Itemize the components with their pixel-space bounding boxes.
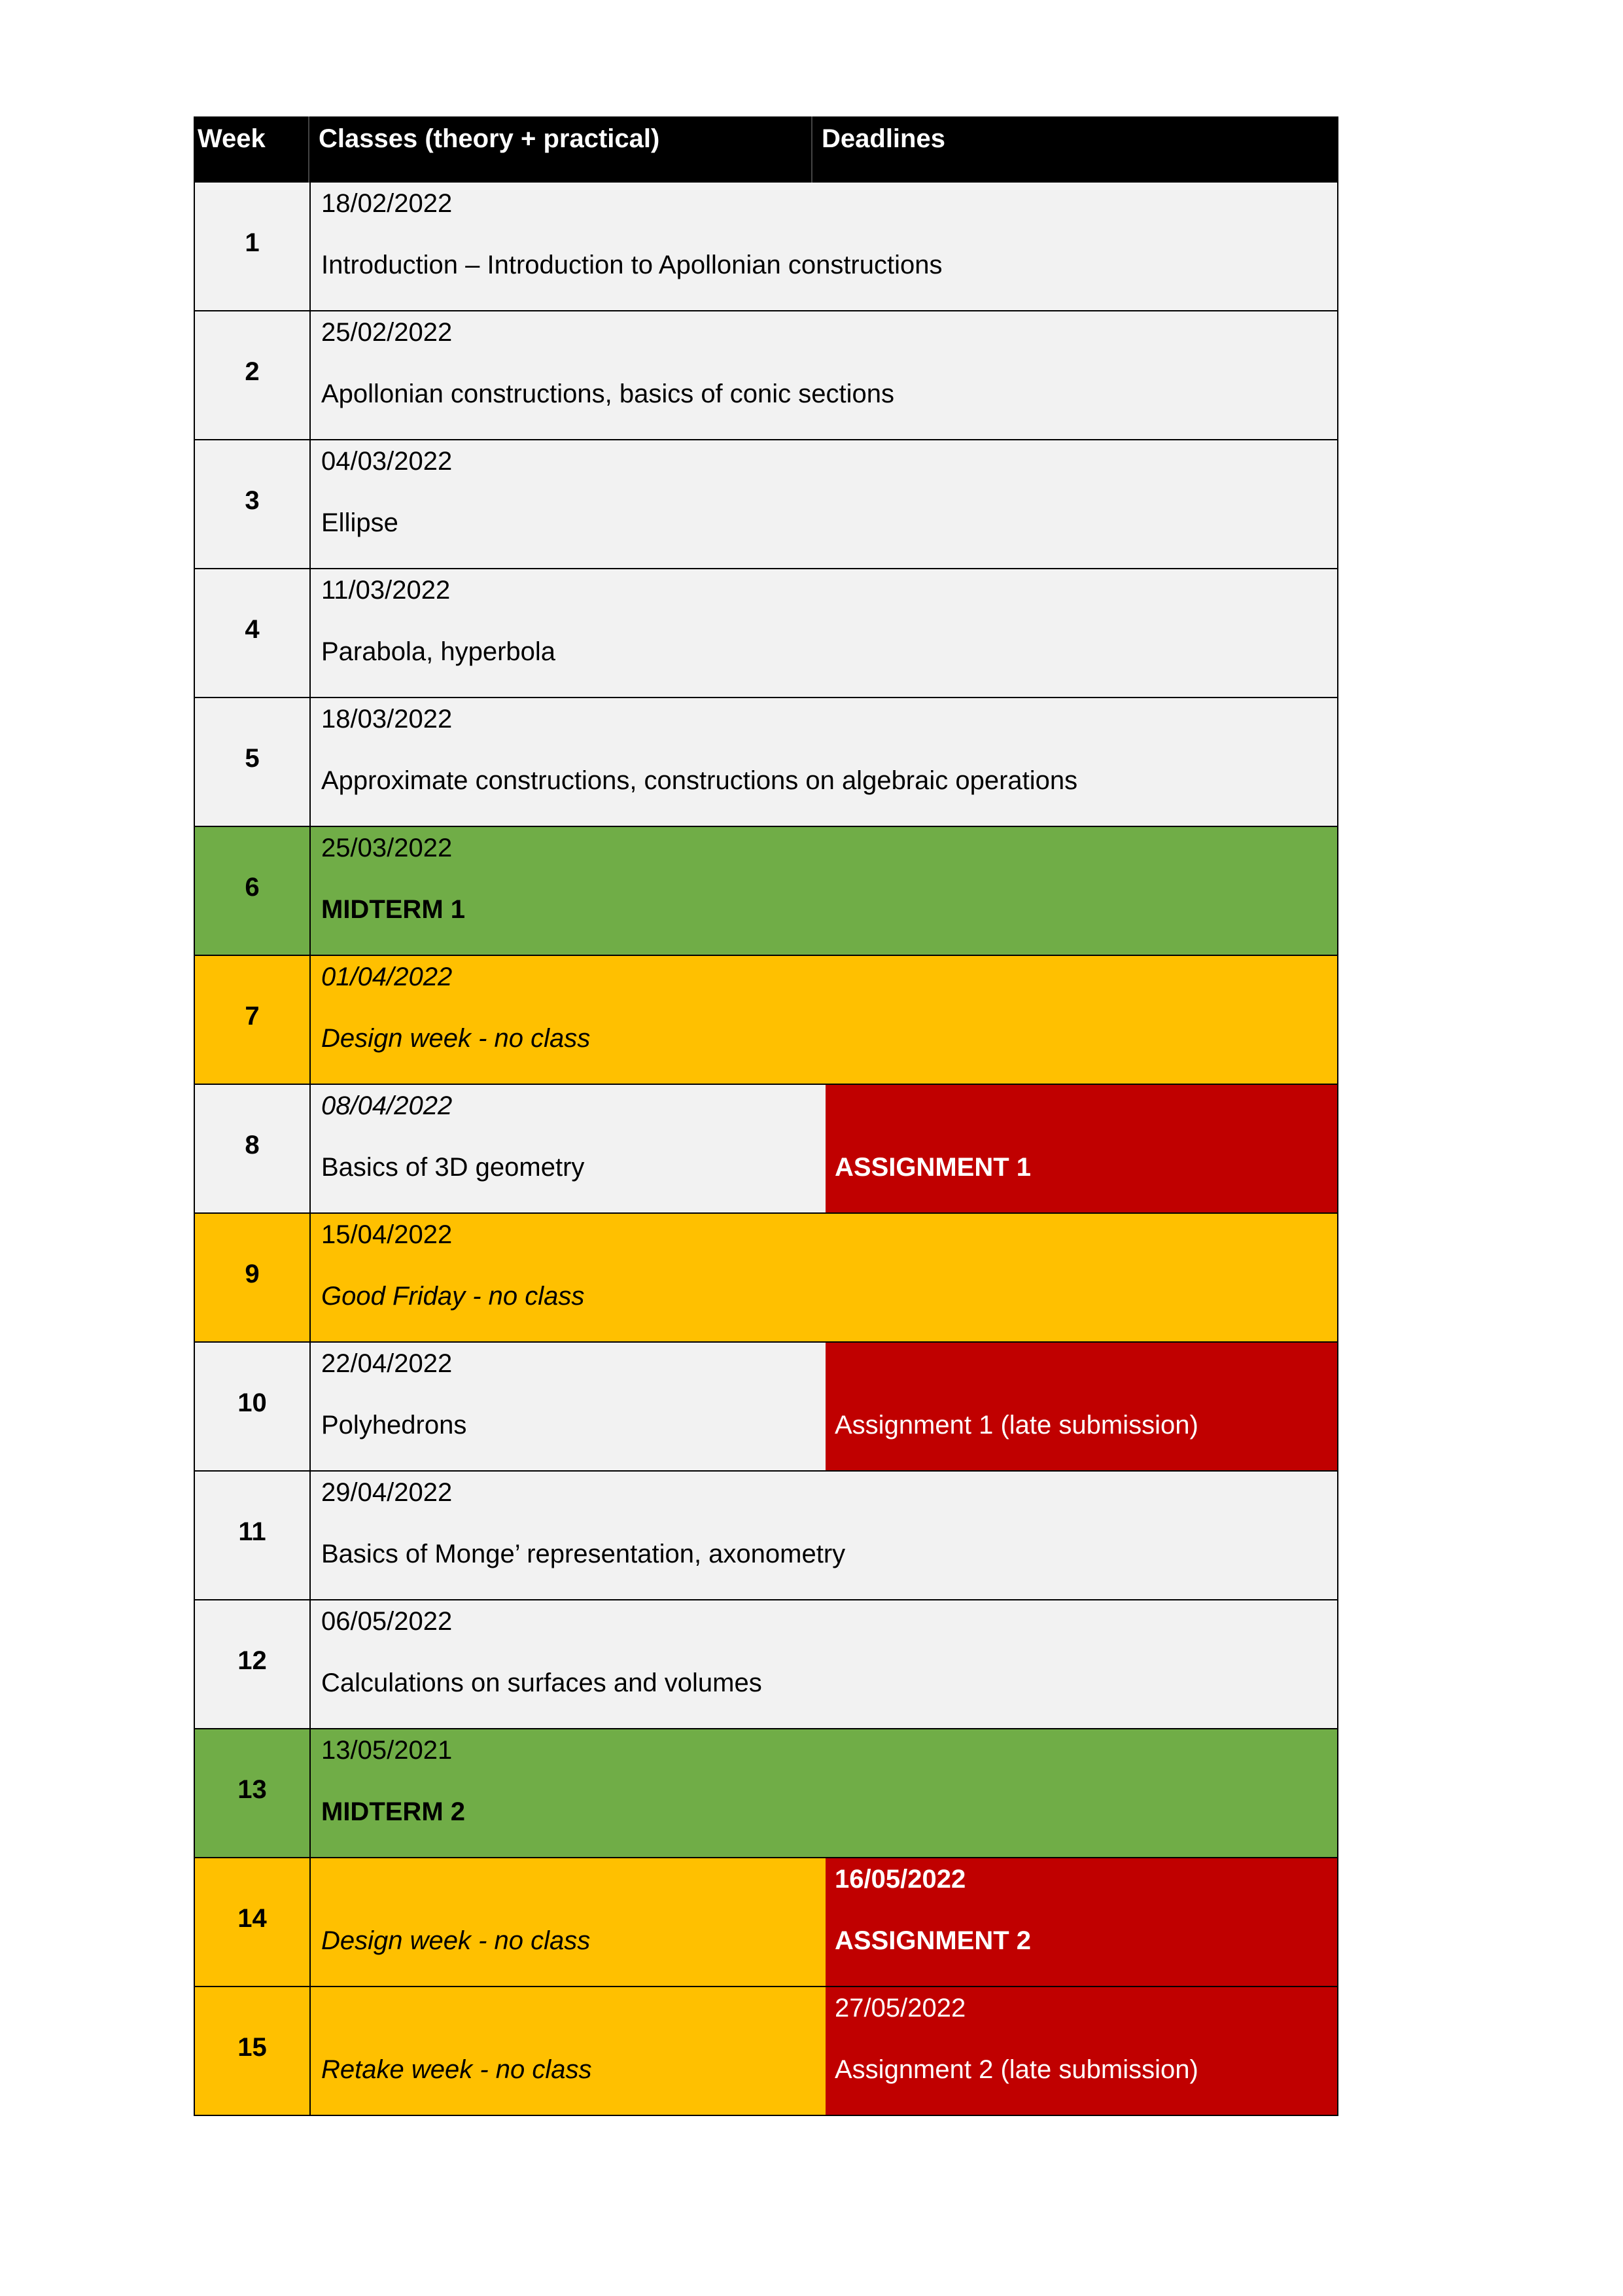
class-date: 15/04/2022: [321, 1220, 453, 1249]
no-class-note: Good Friday - no class: [321, 1282, 585, 1311]
class-topic: Apollonian constructions, basics of conic sections: [321, 380, 895, 408]
week-row-11: [194, 1472, 1338, 1600]
deadline-date: 16/05/2022: [835, 1865, 966, 1894]
week-number: 11: [195, 1472, 311, 1599]
week-number: 5: [195, 698, 311, 826]
week-row-12: [194, 1600, 1338, 1729]
class-date: 11/03/2022: [321, 576, 451, 605]
table-header: [194, 116, 1338, 183]
week-number: 4: [195, 569, 311, 697]
week-row-1: [194, 183, 1338, 311]
deadline-cell: [826, 1858, 1337, 1986]
no-class-note: Retake week - no class: [321, 2055, 592, 2084]
class-date: 25/03/2022: [321, 834, 453, 862]
week-number: 14: [195, 1858, 311, 1986]
deadline-cell: [826, 1085, 1337, 1212]
class-date: 22/04/2022: [321, 1349, 453, 1378]
week-row-15: [194, 1987, 1338, 2116]
week-row-13: [194, 1729, 1338, 1858]
week-row-6: [194, 827, 1338, 956]
week-row-7: [194, 956, 1338, 1085]
class-date: 08/04/2022: [321, 1091, 453, 1120]
deadline-label: ASSIGNMENT 2: [835, 1926, 1032, 1955]
class-date: 04/03/2022: [321, 447, 453, 476]
week-number: 13: [195, 1729, 311, 1857]
week-number: 9: [195, 1214, 311, 1341]
midterm-label: MIDTERM 2: [321, 1797, 465, 1826]
week-number: 6: [195, 827, 311, 955]
header-deadlines: Deadlines: [822, 124, 945, 153]
class-date: 13/05/2021: [321, 1736, 453, 1765]
header-classes: Classes (theory + practical): [309, 116, 812, 183]
week-row-10: [194, 1343, 1338, 1472]
week-number: 12: [195, 1600, 311, 1728]
week-row-2: [194, 311, 1338, 440]
midterm-label: MIDTERM 1: [321, 895, 465, 924]
week-row-8: [194, 1085, 1338, 1214]
class-date: 18/03/2022: [321, 705, 453, 733]
deadline-label: Assignment 1 (late submission): [835, 1411, 1198, 1439]
class-topic: Parabola, hyperbola: [321, 637, 556, 666]
class-date: 06/05/2022: [321, 1607, 453, 1636]
class-date: 25/02/2022: [321, 318, 453, 347]
week-number: 8: [195, 1085, 311, 1212]
week-number: 7: [195, 956, 311, 1084]
week-number: 3: [195, 440, 311, 568]
deadline-cell: [826, 1343, 1337, 1470]
week-row-9: [194, 1214, 1338, 1343]
class-topic: Approximate constructions, constructions on algebraic operations: [321, 766, 1078, 795]
header-week: Week: [194, 116, 309, 183]
no-class-note: Design week - no class: [321, 1024, 591, 1053]
week-row-3: [194, 440, 1338, 569]
class-date: 18/02/2022: [321, 189, 453, 218]
class-topic: Basics of 3D geometry: [321, 1153, 585, 1182]
class-topic: Basics of Monge’ representation, axonometry: [321, 1540, 846, 1568]
class-topic: Calculations on surfaces and volumes: [321, 1669, 762, 1697]
class-topic: Polyhedrons: [321, 1411, 467, 1439]
class-date: 01/04/2022: [321, 963, 453, 991]
class-topic: Ellipse: [321, 508, 398, 537]
deadline-cell: [826, 1987, 1337, 2115]
week-number: 15: [195, 1987, 311, 2115]
week-number: 10: [195, 1343, 311, 1470]
deadline-date: 27/05/2022: [835, 1994, 966, 2022]
deadline-label: ASSIGNMENT 1: [835, 1153, 1032, 1182]
week-number: 1: [195, 183, 311, 310]
week-row-4: [194, 569, 1338, 698]
deadline-label: Assignment 2 (late submission): [835, 2055, 1198, 2084]
week-row-5: [194, 698, 1338, 827]
no-class-note: Design week - no class: [321, 1926, 591, 1955]
week-number: 2: [195, 311, 311, 439]
schedule-table: [194, 116, 1338, 2116]
week-row-14: [194, 1858, 1338, 1987]
class-date: 29/04/2022: [321, 1478, 453, 1507]
class-topic: Introduction – Introduction to Apollonian constructions: [321, 251, 943, 279]
